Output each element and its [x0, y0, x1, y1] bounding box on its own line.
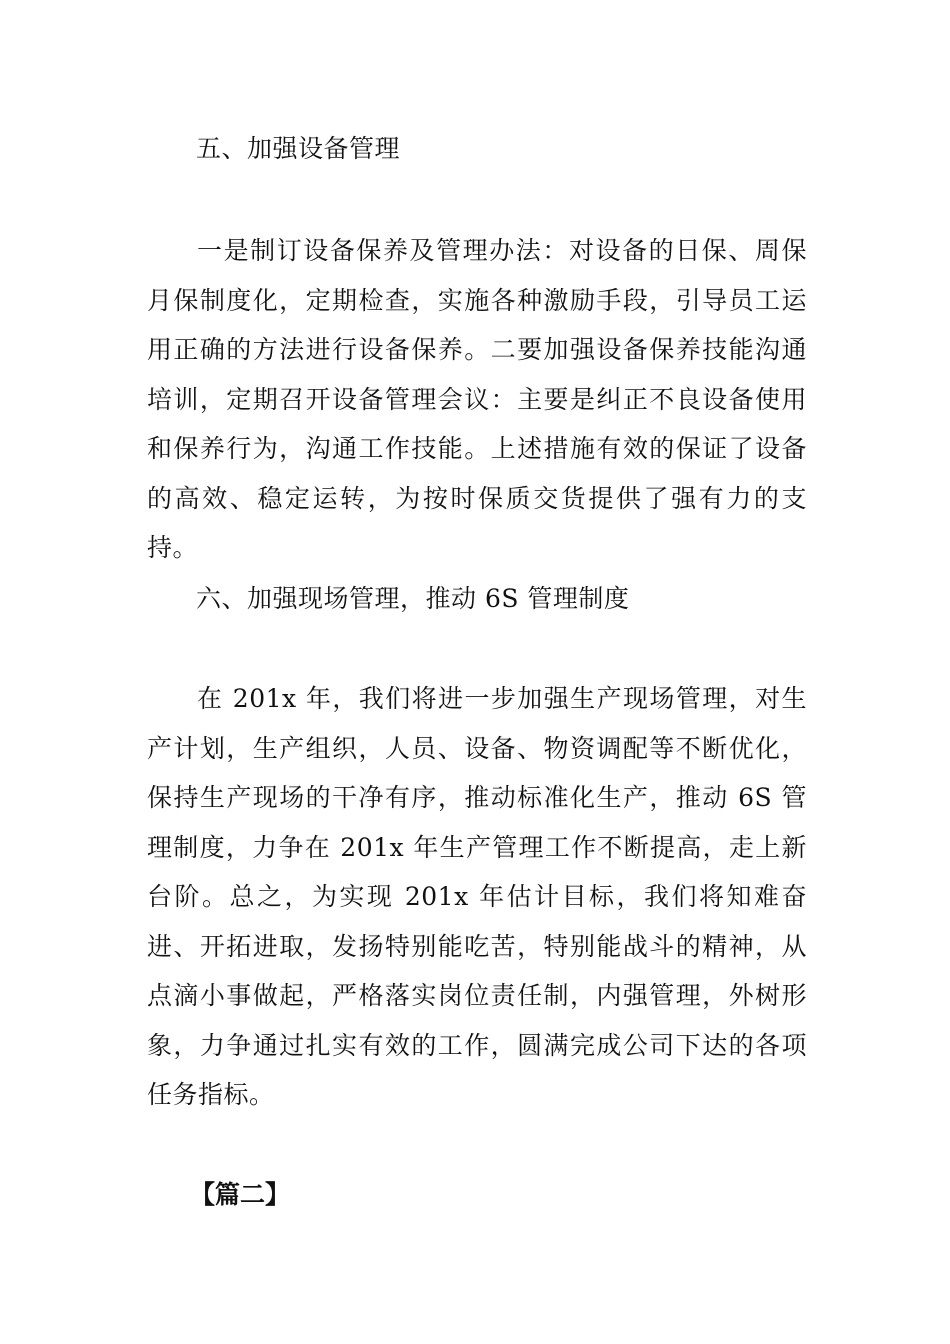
section-5-heading: 五、加强设备管理 — [196, 134, 401, 163]
section-6-paragraph: 在 201x 年，我们将进一步加强生产现场管理，对生产计划，生产组织，人员、设备、物资调配等不断优化，保持生产现场的干净有序，推动标准化生产，推动 6S 管理制度，力争在 201x 年生产管理工作不断提高，走上新台阶。总之，为实现 201x 年估计目标，我们将知难奋进、开拓进取，发扬特别能吃苦，特别能战斗的精神，从点滴小事做起，严格落实岗位责任制，内强管理，外树形象，力争通过扎实有效的工作，圆满完成公司下达的各项任务指标。 — [147, 684, 807, 1109]
section-5-paragraph: 一是制订设备保养及管理办法：对设备的日保、周保月保制度化，定期检查，实施各种激励手段，引导员工运用正确的方法进行设备保养。二要加强设备保养技能沟通培训，定期召开设备管理会议：主要是纠正不良设备使用和保养行为，沟通工作技能。上述措施有效的保证了设备的高效、稳定运转，为按时保质交货提供了强有力的支持。 — [147, 236, 807, 562]
part-two-label: 【篇二】 — [190, 1180, 291, 1209]
section-6-heading: 六、加强现场管理，推动 6S 管理制度 — [196, 584, 630, 613]
